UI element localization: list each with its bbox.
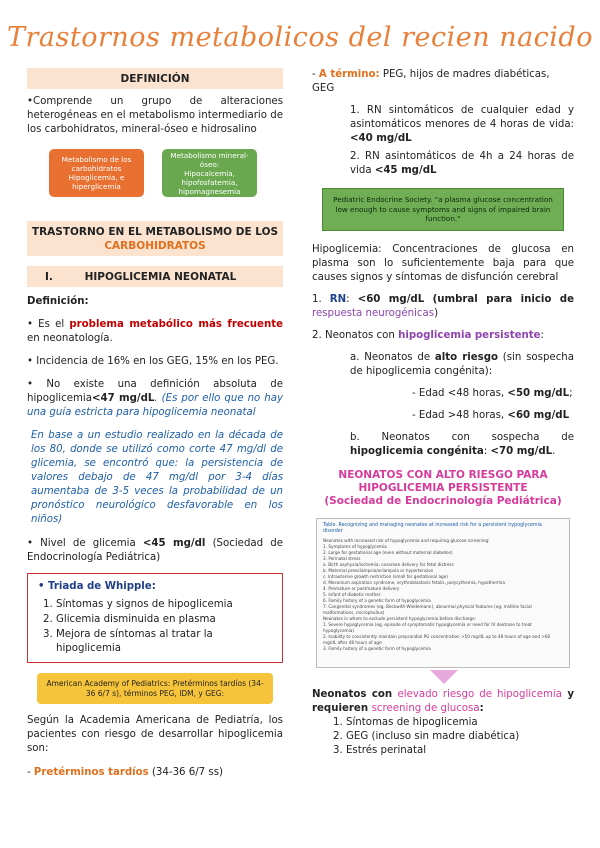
edad-item-1 xyxy=(412,387,574,401)
screening-item: 1. Síntomas de hipoglicemia xyxy=(346,716,574,730)
trastorno-header-line1: TRASTORNO EN EL METABOLISMO DE LOS xyxy=(31,226,279,238)
elevated-risk: elevado riesgo de hipoglicemia xyxy=(397,688,562,700)
trastorno-header xyxy=(27,221,283,256)
definition-label: Definición: xyxy=(27,296,89,307)
threshold-45: <45 mg/dL xyxy=(374,165,437,176)
high-risk-title xyxy=(312,469,574,508)
mineral-box-line: Hipocalcemia, xyxy=(184,168,235,178)
left-column xyxy=(27,68,283,780)
whipple-item: 3. Mejora de síntomas al tratar la hipoglicemia xyxy=(56,628,274,656)
high-risk-label: alto riesgo xyxy=(434,351,498,363)
high-risk-title-line: HIPOGLICEMIA PERSISTENTE xyxy=(358,481,528,494)
high-risk-title-line: (Sociedad de Endocrinología Pediátrica) xyxy=(324,494,562,507)
arrow-area xyxy=(312,668,574,686)
subheader-number: I. xyxy=(45,271,53,283)
subheader-title: HIPOGLICEMIA NEONATAL xyxy=(84,271,237,283)
table-line: d. Meconium aspiration syndrome, erythroblastosis fetalis, polycythemia, hypothermia xyxy=(323,579,505,585)
text-fragment: : xyxy=(479,702,484,714)
congenital-label: hipoglicemia congénita xyxy=(350,445,484,457)
mineral-box-line: hipofosfatemia, xyxy=(181,177,238,187)
screening-item: 3. Estrés perinatal xyxy=(346,744,574,758)
italic-note: . (Es por ello que no hay una guía estricta para hipoglicemia neonatal xyxy=(27,393,283,418)
carbohydrate-box-line: carbohidratos xyxy=(71,164,122,173)
text-fragment: - xyxy=(27,767,34,778)
text-fragment: : xyxy=(483,445,491,457)
threshold-item-1 xyxy=(312,293,574,321)
glucose-screening: screening de glucosa xyxy=(371,702,480,714)
carbohydrate-box-line: Metabolismo de los xyxy=(61,155,132,164)
table-line: 2. Inability to consistently maintain preprandial PG concentration >50 mg/dL up to 48 hours of age and >60 mg/dL after 48 hours of age xyxy=(323,633,551,645)
atermino-item xyxy=(312,68,574,96)
mineral-box xyxy=(162,149,257,197)
pes-box: Pediatric Endocrine Society. "a plasma glucose concentration low enough to cause symptoms and signs of impaired brain function." xyxy=(322,188,564,231)
threshold-50: <50 mg/dL xyxy=(507,387,570,399)
text-fragment: y requieren xyxy=(312,688,574,714)
definicion-text: •Comprende un grupo de alteraciones heterogéneas en el metabolismo intermediario de los carbohidratos, mineral-óseo e hidrosalino xyxy=(27,96,283,135)
threshold-item-2 xyxy=(312,329,574,343)
carbohydrate-box xyxy=(49,149,144,197)
bullet-incidence: • Incidencia de 16% en los GEG, 15% en los PEG. xyxy=(27,356,279,367)
table-line: Neonates in whom to exclude persistent hypoglycemia before discharge: xyxy=(323,615,477,621)
text-fragment: • Es el xyxy=(27,319,70,330)
table-line: 4. Premature or postmature delivery xyxy=(323,585,400,591)
rn-label: RN xyxy=(329,293,347,305)
text-fragment: : xyxy=(540,329,544,341)
table-line: c. Intrauterine growth restriction (small for gestational age) xyxy=(323,573,448,579)
table-line: 3. Family history of a genetic form of hypoglycemia xyxy=(323,645,431,651)
mineral-box-line: hipomagnesemia xyxy=(178,186,241,196)
text-fragment: ) xyxy=(434,307,439,319)
table-line: a. Birth asphyxia/ischemia; cesarean delivery for fetal distress xyxy=(323,561,454,567)
definicion-header: DEFINICIÓN xyxy=(27,68,283,89)
table-line: b. Maternal preeclampsia/eclampsia or hypertension xyxy=(323,567,434,573)
carbohydrate-box-line: hiperglicemia xyxy=(72,182,121,191)
text-fragment: Neonatos con xyxy=(312,688,398,700)
whipple-title: • Triada de Whipple: xyxy=(38,581,156,592)
text-fragment: en neonatología. xyxy=(27,333,113,344)
text-fragment: 1. xyxy=(312,293,330,305)
text-fragment: b. Neonatos con sospecha de xyxy=(350,431,574,443)
table-line: 1. Severe hypoglycemia (eg, episode of symptomatic hypoglycemia or need for IV dextrose to treat hypoglycemia) xyxy=(323,621,532,633)
threshold-60: <60 mg/dL xyxy=(357,293,425,305)
screening-intro xyxy=(312,688,574,716)
table-line: 7. Congenital syndromes (eg, Beckwith-Wiedemann), abnormal physical features (eg, midline facial malformations, microphallus) xyxy=(323,603,532,615)
persistent-hypoglycemia: hipoglicemia persistente xyxy=(398,329,541,341)
category-boxes xyxy=(49,149,257,197)
bullet-definition xyxy=(27,378,283,420)
hipoglicemia-definition: Hipoglicemia: Concentraciones de glucosa en plasma son lo suficientemente baja para que causes signos y síntomas de disfunción cerebral xyxy=(312,243,574,283)
atermino-label: A término: xyxy=(318,69,380,80)
mineral-box-line: Metabolismo mineral-óseo: xyxy=(170,150,249,169)
highlight-frequent: problema metabólico más frecuente xyxy=(69,319,283,330)
carbohydrate-box-line: Hipoglicemia, e xyxy=(68,173,125,182)
threshold-45: <45 mg/dl xyxy=(142,538,206,549)
whipple-item: 1. Síntomas y signos de hipoglicemia xyxy=(56,598,274,612)
threshold-40: <40 mg/dL xyxy=(350,133,412,144)
table-line: 6. Family history of a genetic form of hypoglycemia xyxy=(323,597,431,603)
text-fragment: ; xyxy=(569,387,573,399)
table-line: 5. Infant of diabetic mother xyxy=(323,591,381,597)
preterm-item xyxy=(27,766,283,780)
table-line: Neonates with increased risk of hypoglycemia and requiring glucose screening: xyxy=(323,537,490,543)
aap-text: Según la Academia Americana de Pediatría, los pacientes con riesgo de desarrollar hipoglicemia son: xyxy=(27,715,283,754)
table-line: 2. Large for gestational age (even without maternal diabetes) xyxy=(323,549,453,555)
neurogenic-response: respuesta neurogénicas xyxy=(312,307,435,319)
risk-table-image xyxy=(316,518,570,668)
rn-item-1 xyxy=(350,104,574,146)
threshold-70: <70 mg/dL xyxy=(490,445,553,457)
text-fragment: (Sociedad de Endocrinología Pediátrica) xyxy=(27,538,283,563)
page-title: Trastornos metabolicos del recien nacido xyxy=(7,22,593,53)
aap-box: American Academy of Pediatrics: Pretérminos tardíos (34-36 6/7 s), términos PEG, IDM, y GEG: xyxy=(37,673,273,704)
table-line: 1. Symptoms of hypoglycemia xyxy=(323,543,387,549)
whipple-triad-box xyxy=(27,573,283,663)
screening-item: 2. GEG (incluso sin madre diabética) xyxy=(346,730,574,744)
trastorno-header-line2: CARBOHIDRATOS xyxy=(104,240,206,252)
text-fragment: : xyxy=(346,293,358,305)
sub-item-a xyxy=(350,351,574,379)
text-fragment: - Edad <48 horas, xyxy=(412,387,508,399)
right-column xyxy=(312,68,574,758)
screening-list xyxy=(346,716,574,758)
high-risk-title-line: NEONATOS CON ALTO RIESGO PARA xyxy=(338,468,548,481)
text-fragment: (umbral para inicio de xyxy=(424,293,574,305)
text-fragment: 2. Neonatos con xyxy=(312,329,399,341)
study-note: En base a un estudio realizado en la década de los 80, donde se utilizó como corte 47 mg/dl de glicemia, se encontró que: la persistencia de valores debajo de 47 mg/dl por 3-4 días aumentaba de 3-5 veces la probabilidad de un pronóstico neurológico desfavorable en los niños) xyxy=(31,430,283,525)
preterm-label: Pretérminos tardíos xyxy=(33,767,149,778)
text-fragment: • Nivel de glicemia xyxy=(27,538,143,549)
bullet-frequent xyxy=(27,318,283,346)
text-fragment: (34-36 6/7 ss) xyxy=(148,767,223,778)
whipple-item: 2. Glicemia disminuida en plasma xyxy=(56,613,274,627)
threshold-47: <47 mg/dL xyxy=(91,393,155,404)
threshold-60: <60 mg/dL xyxy=(507,409,570,421)
text-fragment: - Edad >48 horas, xyxy=(412,409,508,421)
down-arrow-icon xyxy=(430,670,458,684)
text-fragment: (sin sospecha de hipoglicemia congénita): xyxy=(350,351,574,377)
text-fragment: PEG, hijos de madres diabéticas, GEG xyxy=(312,69,550,94)
text-fragment: . xyxy=(552,445,556,457)
sub-item-b xyxy=(350,431,574,459)
text-fragment: 1. RN sintomáticos de cualquier edad y asintomáticos menores de 4 horas de vida: xyxy=(350,105,574,130)
table-line: 3. Perinatal stress xyxy=(323,555,361,561)
edad-item-2 xyxy=(412,409,574,423)
text-fragment: a. Neonatos de xyxy=(350,351,435,363)
bullet-glicemia-level xyxy=(27,537,283,565)
table-title: Table. Recognizing and managing neonates at increased risk for a persistent hypoglycemia disorder xyxy=(323,522,542,534)
text-fragment: • No existe una definición absoluta de hipoglicemia xyxy=(27,379,283,404)
text-fragment: 2. RN asintomáticos de 4h a 24 horas de vida xyxy=(350,151,574,176)
rn-item-2 xyxy=(350,150,574,178)
hipoglicemia-subheader xyxy=(27,266,283,287)
text-fragment: - xyxy=(312,69,319,80)
